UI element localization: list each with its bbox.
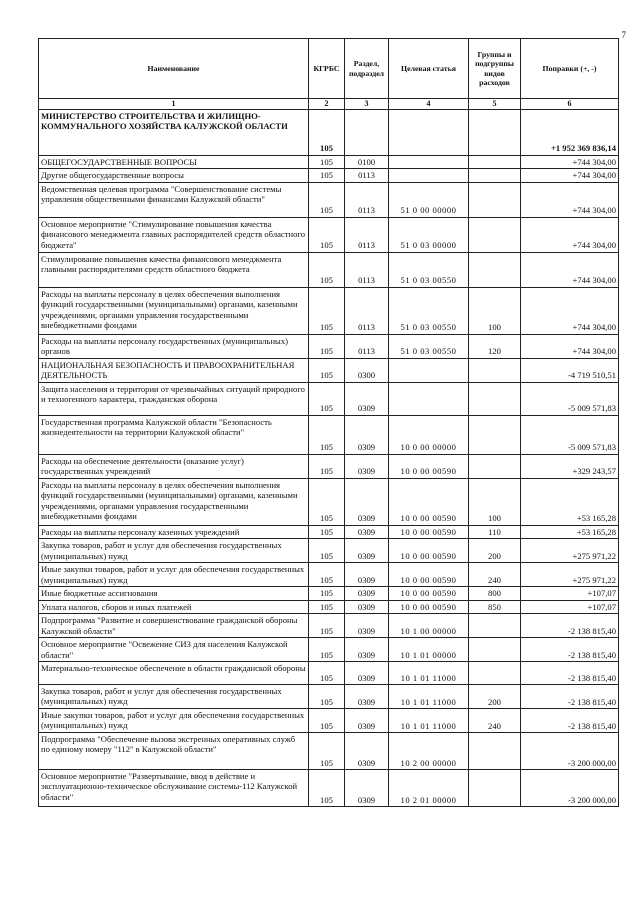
row-name: Основное мероприятие "Стимулирование повышения качества финансового менеджмента главных распорядителей средств областного бюджета"	[39, 217, 309, 252]
row-expense-group	[469, 415, 521, 454]
row-amendment-amount: -2 138 815,40	[521, 708, 619, 732]
row-amendment-amount: -2 138 815,40	[521, 614, 619, 638]
row-target-article: 10 1 01 11000	[389, 684, 469, 708]
row-razdel: 0113	[345, 334, 389, 358]
row-razdel: 0113	[345, 169, 389, 182]
row-amendment-amount: -3 200 000,00	[521, 732, 619, 769]
row-amendment-amount: +744 304,00	[521, 334, 619, 358]
row-razdel: 0309	[345, 732, 389, 769]
row-expense-group	[469, 769, 521, 806]
row-expense-group: 110	[469, 525, 521, 538]
row-amendment-amount: +744 304,00	[521, 169, 619, 182]
row-razdel: 0309	[345, 638, 389, 662]
row-amendment-amount: -5 009 571,83	[521, 382, 619, 415]
row-expense-group	[469, 109, 521, 155]
row-target-article: 51 0 03 00000	[389, 217, 469, 252]
row-amendment-amount: +275 971,22	[521, 563, 619, 587]
row-razdel: 0300	[345, 358, 389, 382]
row-expense-group	[469, 217, 521, 252]
row-target-article: 10 0 00 00590	[389, 539, 469, 563]
row-razdel: 0113	[345, 182, 389, 217]
row-kgrbs: 105	[309, 708, 345, 732]
page-number: 7	[621, 30, 626, 40]
row-expense-group: 100	[469, 478, 521, 525]
row-amendment-amount: -2 138 815,40	[521, 684, 619, 708]
header-kgrbs: КГРБС	[309, 39, 345, 99]
row-name: Основное мероприятие "Освежение СИЗ для населения Калужской области"	[39, 638, 309, 662]
row-amendment-amount: +329 243,57	[521, 454, 619, 478]
row-kgrbs: 105	[309, 769, 345, 806]
row-target-article: 10 0 00 00590	[389, 454, 469, 478]
row-kgrbs: 105	[309, 217, 345, 252]
row-name: Защита населения и территории от чрезвычайных ситуаций природного и техногенного характера, гражданская оборона	[39, 382, 309, 415]
row-razdel: 0100	[345, 155, 389, 168]
header-razdel: Раздел, подраздел	[345, 39, 389, 99]
row-amendment-amount: +744 304,00	[521, 155, 619, 168]
col-number: 4	[389, 99, 469, 110]
table-row	[39, 769, 619, 806]
header-expense-group: Группы и подгруппы видов расходов	[469, 39, 521, 99]
row-name: Иные закупки товаров, работ и услуг для обеспечения государственных (муниципальных) нужд	[39, 563, 309, 587]
header-name: Наименование	[39, 39, 309, 99]
row-razdel: 0309	[345, 415, 389, 454]
row-kgrbs: 105	[309, 169, 345, 182]
row-razdel: 0309	[345, 600, 389, 613]
row-name: МИНИСТЕРСТВО СТРОИТЕЛЬСТВА И ЖИЛИЩНО-КОММУНАЛЬНОГО ХОЗЯЙСТВА КАЛУЖСКОЙ ОБЛАСТИ	[39, 109, 309, 155]
table-row	[39, 169, 619, 182]
row-kgrbs: 105	[309, 454, 345, 478]
row-kgrbs: 105	[309, 614, 345, 638]
row-expense-group	[469, 614, 521, 638]
row-name: Расходы на выплаты персоналу государственных (муниципальных) органов	[39, 334, 309, 358]
row-name: Иные закупки товаров, работ и услуг для обеспечения государственных (муниципальных) нужд	[39, 708, 309, 732]
table-row	[39, 600, 619, 613]
row-amendment-amount: +53 165,28	[521, 478, 619, 525]
row-amendment-amount: +107,07	[521, 600, 619, 613]
row-expense-group	[469, 182, 521, 217]
row-razdel: 0113	[345, 217, 389, 252]
row-expense-group: 240	[469, 563, 521, 587]
row-razdel: 0113	[345, 287, 389, 334]
row-amendment-amount: +1 952 369 836,14	[521, 109, 619, 155]
row-target-article: 10 0 00 00590	[389, 525, 469, 538]
row-expense-group	[469, 252, 521, 287]
row-name: Материально-техническое обеспечение в области гражданской обороны	[39, 661, 309, 684]
row-target-article: 10 0 00 00000	[389, 415, 469, 454]
row-expense-group	[469, 638, 521, 662]
row-name: Другие общегосударственные вопросы	[39, 169, 309, 182]
row-kgrbs: 105	[309, 661, 345, 684]
row-name: Подпрограмма "Развитие и совершенствование гражданской обороны Калужской области"	[39, 614, 309, 638]
row-name: Стимулирование повышения качества финансового менеджмента главными распорядителями средств областного бюджета	[39, 252, 309, 287]
row-name: Уплата налогов, сборов и иных платежей	[39, 600, 309, 613]
row-amendment-amount: -2 138 815,40	[521, 638, 619, 662]
col-number: 1	[39, 99, 309, 110]
row-name: Подпрограмма "Обеспечение вызова экстренных оперативных служб по единому номеру "112" в Калужской области"	[39, 732, 309, 769]
row-kgrbs: 105	[309, 732, 345, 769]
row-expense-group	[469, 661, 521, 684]
table-row	[39, 358, 619, 382]
row-target-article: 10 1 01 00000	[389, 638, 469, 662]
row-target-article: 10 0 00 00590	[389, 600, 469, 613]
table-row	[39, 614, 619, 638]
col-number: 5	[469, 99, 521, 110]
row-amendment-amount: -5 009 571,83	[521, 415, 619, 454]
row-expense-group: 100	[469, 287, 521, 334]
row-amendment-amount: -3 200 000,00	[521, 769, 619, 806]
row-name: Иные бюджетные ассигнования	[39, 587, 309, 600]
row-target-article: 51 0 03 00550	[389, 252, 469, 287]
row-kgrbs: 105	[309, 109, 345, 155]
row-razdel: 0309	[345, 769, 389, 806]
row-name: НАЦИОНАЛЬНАЯ БЕЗОПАСНОСТЬ И ПРАВООХРАНИТЕЛЬНАЯ ДЕЯТЕЛЬНОСТЬ	[39, 358, 309, 382]
row-name: Закупка товаров, работ и услуг для обеспечения государственных (муниципальных) нужд	[39, 684, 309, 708]
table-row	[39, 415, 619, 454]
col-number: 3	[345, 99, 389, 110]
table-row	[39, 638, 619, 662]
table-row	[39, 539, 619, 563]
table-row	[39, 478, 619, 525]
row-target-article: 51 0 03 00550	[389, 287, 469, 334]
row-razdel: 0309	[345, 525, 389, 538]
row-expense-group: 850	[469, 600, 521, 613]
row-amendment-amount: +744 304,00	[521, 182, 619, 217]
row-name: Расходы на выплаты персоналу в целях обеспечения выполнения функций государственными (муниципальными) органами, казенными учреждениями, органами управления государственными внебюджетными фондами	[39, 287, 309, 334]
table-row	[39, 109, 619, 155]
header-amendments: Поправки (+, -)	[521, 39, 619, 99]
row-amendment-amount: -2 138 815,40	[521, 661, 619, 684]
row-expense-group	[469, 454, 521, 478]
row-expense-group: 120	[469, 334, 521, 358]
row-kgrbs: 105	[309, 478, 345, 525]
row-target-article: 10 2 01 00000	[389, 769, 469, 806]
table-row	[39, 382, 619, 415]
row-kgrbs: 105	[309, 155, 345, 168]
row-name: Расходы на обеспечение деятельности (оказание услуг) государственных учреждений	[39, 454, 309, 478]
row-target-article: 51 0 03 00550	[389, 334, 469, 358]
row-expense-group: 800	[469, 587, 521, 600]
row-kgrbs: 105	[309, 600, 345, 613]
row-target-article	[389, 155, 469, 168]
row-target-article: 10 2 00 00000	[389, 732, 469, 769]
row-expense-group	[469, 169, 521, 182]
row-kgrbs: 105	[309, 382, 345, 415]
row-razdel: 0309	[345, 587, 389, 600]
row-razdel: 0309	[345, 684, 389, 708]
row-amendment-amount: +744 304,00	[521, 287, 619, 334]
row-target-article	[389, 169, 469, 182]
row-razdel: 0113	[345, 252, 389, 287]
row-target-article: 10 0 00 00590	[389, 587, 469, 600]
header-row	[39, 39, 619, 99]
row-kgrbs: 105	[309, 287, 345, 334]
table-row	[39, 525, 619, 538]
table-row	[39, 217, 619, 252]
table-row	[39, 287, 619, 334]
table-row	[39, 182, 619, 217]
column-number-row	[39, 99, 619, 110]
row-razdel: 0309	[345, 563, 389, 587]
row-razdel: 0309	[345, 478, 389, 525]
row-kgrbs: 105	[309, 252, 345, 287]
table-row	[39, 661, 619, 684]
row-kgrbs: 105	[309, 334, 345, 358]
table-row	[39, 587, 619, 600]
row-amendment-amount: +744 304,00	[521, 252, 619, 287]
row-kgrbs: 105	[309, 182, 345, 217]
row-expense-group	[469, 155, 521, 168]
table-row	[39, 155, 619, 168]
row-kgrbs: 105	[309, 358, 345, 382]
row-razdel: 0309	[345, 614, 389, 638]
table-row	[39, 334, 619, 358]
row-name: Расходы на выплаты персоналу в целях обеспечения выполнения функций государственными (муниципальными) органами, казенными учреждениями, органами управления государственными внебюджетными фондами	[39, 478, 309, 525]
header-target-article: Целевая статья	[389, 39, 469, 99]
row-name: Закупка товаров, работ и услуг для обеспечения государственных (муниципальных) нужд	[39, 539, 309, 563]
table-row	[39, 454, 619, 478]
table-row	[39, 252, 619, 287]
row-razdel: 0309	[345, 661, 389, 684]
row-name: Расходы на выплаты персоналу казенных учреждений	[39, 525, 309, 538]
row-target-article: 51 0 00 00000	[389, 182, 469, 217]
row-name: Основное мероприятие "Развертывание, ввод в действие и эксплуатационно-техническое обслуживание системы-112 Калужской области"	[39, 769, 309, 806]
row-target-article: 10 1 00 00000	[389, 614, 469, 638]
row-expense-group: 240	[469, 708, 521, 732]
table-row	[39, 708, 619, 732]
table-row	[39, 684, 619, 708]
row-amendment-amount: +107,07	[521, 587, 619, 600]
row-kgrbs: 105	[309, 415, 345, 454]
row-target-article	[389, 109, 469, 155]
row-name: Государственная программа Калужской области "Безопасность жизнедеятельности на территории Калужской области"	[39, 415, 309, 454]
row-razdel	[345, 109, 389, 155]
row-expense-group	[469, 358, 521, 382]
row-kgrbs: 105	[309, 638, 345, 662]
row-expense-group	[469, 732, 521, 769]
row-razdel: 0309	[345, 382, 389, 415]
row-target-article: 10 0 00 00590	[389, 563, 469, 587]
table-body	[39, 109, 619, 806]
row-target-article: 10 1 01 11000	[389, 661, 469, 684]
row-amendment-amount: +53 165,28	[521, 525, 619, 538]
budget-table	[38, 38, 619, 807]
row-razdel: 0309	[345, 454, 389, 478]
row-target-article	[389, 358, 469, 382]
row-amendment-amount: +744 304,00	[521, 217, 619, 252]
row-name: ОБЩЕГОСУДАРСТВЕННЫЕ ВОПРОСЫ	[39, 155, 309, 168]
row-target-article: 10 1 01 11000	[389, 708, 469, 732]
row-target-article: 10 0 00 00590	[389, 478, 469, 525]
row-razdel: 0309	[345, 539, 389, 563]
row-expense-group	[469, 382, 521, 415]
row-kgrbs: 105	[309, 563, 345, 587]
col-number: 2	[309, 99, 345, 110]
table-row	[39, 563, 619, 587]
row-amendment-amount: +275 971,22	[521, 539, 619, 563]
row-name: Ведомственная целевая программа "Совершенствование системы управления общественными финансами Калужской области"	[39, 182, 309, 217]
table-row	[39, 732, 619, 769]
row-target-article	[389, 382, 469, 415]
row-kgrbs: 105	[309, 525, 345, 538]
col-number: 6	[521, 99, 619, 110]
row-kgrbs: 105	[309, 587, 345, 600]
row-razdel: 0309	[345, 708, 389, 732]
row-kgrbs: 105	[309, 539, 345, 563]
row-expense-group: 200	[469, 539, 521, 563]
row-amendment-amount: -4 719 510,51	[521, 358, 619, 382]
row-expense-group: 200	[469, 684, 521, 708]
row-kgrbs: 105	[309, 684, 345, 708]
